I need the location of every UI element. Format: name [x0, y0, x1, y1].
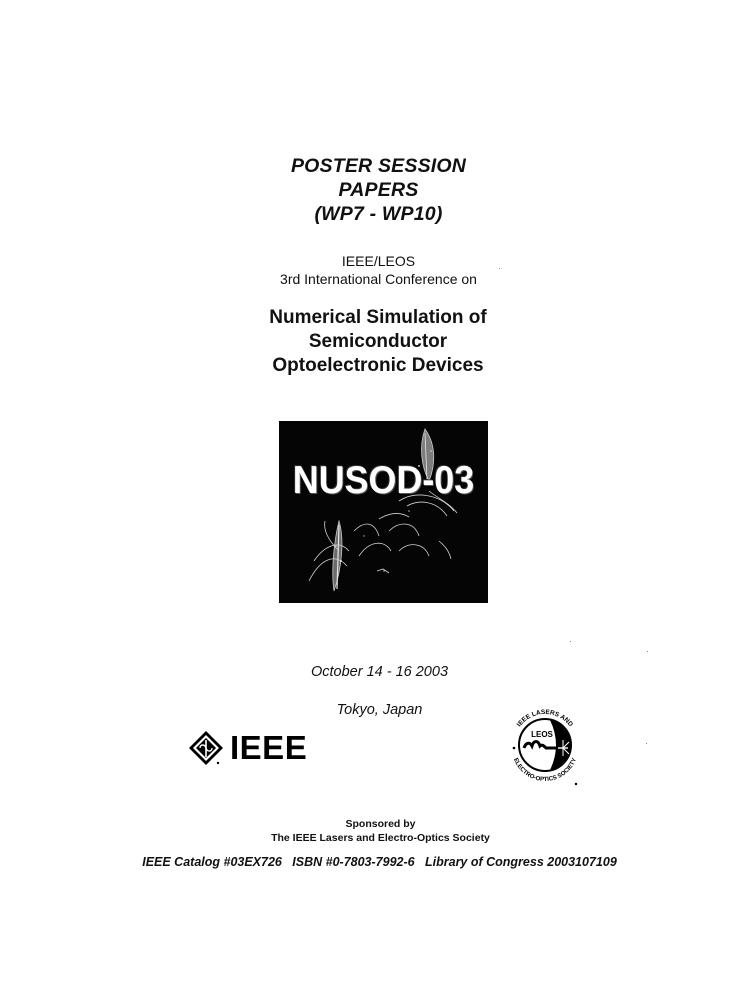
sponsor-name: The IEEE Lasers and Electro-Optics Society [271, 832, 490, 844]
organizer-name: IEEE/LEOS [341, 253, 416, 269]
scan-speck [646, 743, 647, 744]
scan-speck [570, 641, 571, 642]
event-date: October 14 - 16 2003 [310, 664, 449, 680]
session-title [0, 154, 755, 226]
leos-seal-icon [500, 700, 590, 790]
scan-speck [499, 268, 500, 269]
session-title-line: PAPERS [338, 179, 419, 201]
svg-text:IEEE LASERS AND: IEEE LASERS AND [515, 708, 575, 729]
event-location: Tokyo, Japan [336, 702, 423, 718]
scan-speck [647, 651, 648, 652]
session-title-line: (WP7 - WP10) [314, 203, 443, 225]
publication-info: IEEE Catalog #03EX726 ISBN #0-7803-7992-6 Library of Congress 2003107109 [142, 855, 617, 869]
nusod-hero-image [279, 421, 488, 603]
ieee-diamond-icon [188, 730, 224, 766]
organizer-block [0, 252, 755, 288]
ieee-wordmark: IEEE [230, 729, 308, 766]
svg-text:ELECTRO-OPTICS SOCIETY: ELECTRO-OPTICS SOCIETY [511, 757, 579, 784]
sponsor-block [0, 817, 755, 845]
nusod-title: NUSOD-03 [292, 459, 475, 502]
conference-title-line: Optoelectronic Devices [272, 355, 484, 376]
conference-title [0, 306, 755, 378]
simulation-glow-icon [279, 421, 488, 603]
svg-text:LEOS: LEOS [531, 730, 553, 739]
conference-title-line: Numerical Simulation of [269, 307, 487, 328]
session-title-line: POSTER SESSION [290, 155, 467, 177]
conference-ordinal: 3rd International Conference on [280, 271, 477, 287]
leos-logo [500, 700, 590, 790]
sponsor-label: Sponsored by [345, 818, 416, 830]
conference-title-line: Semiconductor [308, 331, 448, 352]
ieee-logo [188, 728, 318, 768]
